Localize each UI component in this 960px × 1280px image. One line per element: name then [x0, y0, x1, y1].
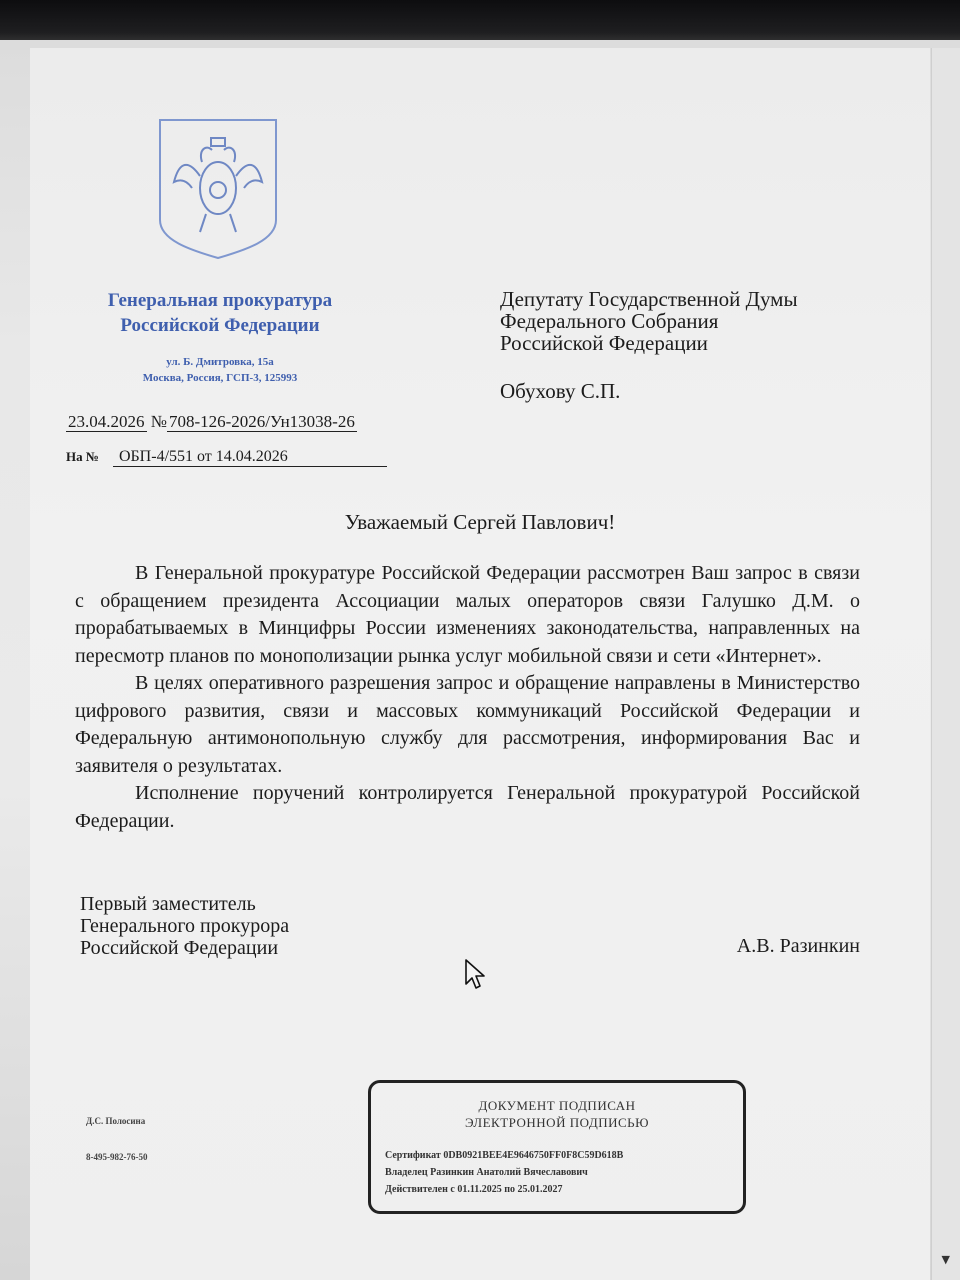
registration-number: 708-126-2026/Ун13038-26	[168, 412, 355, 431]
registration-number-label: №	[150, 412, 167, 431]
stamp-owner: Владелец Разинкин Анатолий Вячеславович	[385, 1167, 588, 1178]
recipient-line1: Депутату Государственной Думы	[500, 287, 798, 311]
reply-label: На №	[66, 449, 99, 464]
registration-date: 23.04.2026	[68, 412, 145, 431]
recipient-line2: Федерального Собрания	[500, 309, 719, 333]
org-name-line1: Генеральная прокуратура	[107, 290, 333, 311]
mouse-pointer-icon	[464, 958, 486, 990]
e-signature-stamp	[368, 1080, 746, 1214]
scroll-down-arrow-icon[interactable]: ▼	[941, 1253, 950, 1266]
stamp-certificate: Сертификат 0DB0921BEE4E9646750FF0F8C59D618B	[385, 1150, 624, 1161]
paragraph: В Генеральной прокуратуре Российской Федерации рассмотрен Ваш запрос в связи с обращением президента Ассоциации малых операторов связи Галушко Д.М. о прорабатываемых в Минцифры России изменениях законодательства, направленных на пересмотр планов по монополизации рынка услуг мобильной связи и сети «Интернет».	[75, 562, 860, 667]
org-address-line2: Москва, Россия, ГСП-3, 125993	[142, 372, 298, 384]
recipient-line3: Российской Федерации	[500, 331, 708, 355]
sender-organization	[70, 288, 370, 386]
paragraph: В целях оперативного разрешения запрос и обращение направлены в Министерство цифрового развития, связи и массовых коммуникаций Российской Федерации и Федеральную антимонопольную службу для рассмотрения, информирования Вас и заявителя о результатах.	[75, 672, 860, 777]
recipient-block	[500, 288, 920, 402]
org-address-line1: ул. Б. Дмитровка, 15а	[166, 356, 274, 368]
stamp-validity: Действителен с 01.11.2025 по 25.01.2027	[385, 1184, 563, 1195]
document-page	[30, 48, 930, 1280]
coat-of-arms-icon	[156, 116, 280, 260]
executor-name: Д.С. Полосина	[86, 1116, 146, 1126]
reply-reference: ОБП-4/551 от 14.04.2026	[113, 448, 387, 467]
stamp-title-line1: ДОКУМЕНТ ПОДПИСАН	[478, 1098, 636, 1113]
letter-body	[75, 560, 860, 835]
signatory-name: А.В. Разинкин	[736, 935, 860, 957]
paragraph: Исполнение поручений контролируется Генеральной прокуратурой Российской Федерации.	[75, 782, 860, 832]
signatory-position-line3: Российской Федерации	[80, 937, 279, 959]
recipient-name: Обухову С.П.	[500, 379, 621, 403]
executor-phone: 8-495-982-76-50	[86, 1152, 148, 1162]
stamp-title-line2: ЭЛЕКТРОННОЙ ПОДПИСЬЮ	[465, 1115, 649, 1130]
reply-reference-line	[66, 448, 387, 467]
executor-info	[86, 1116, 148, 1162]
vertical-scrollbar[interactable]	[931, 48, 960, 1280]
greeting: Уважаемый Сергей Павлович!	[344, 510, 616, 534]
org-name-line2: Российской Федерации	[120, 315, 320, 336]
signatory-position	[80, 893, 289, 959]
registration-line	[66, 412, 357, 432]
signatory-position-line2: Генерального прокурора	[80, 915, 290, 937]
signatory-position-line1: Первый заместитель	[80, 893, 256, 915]
